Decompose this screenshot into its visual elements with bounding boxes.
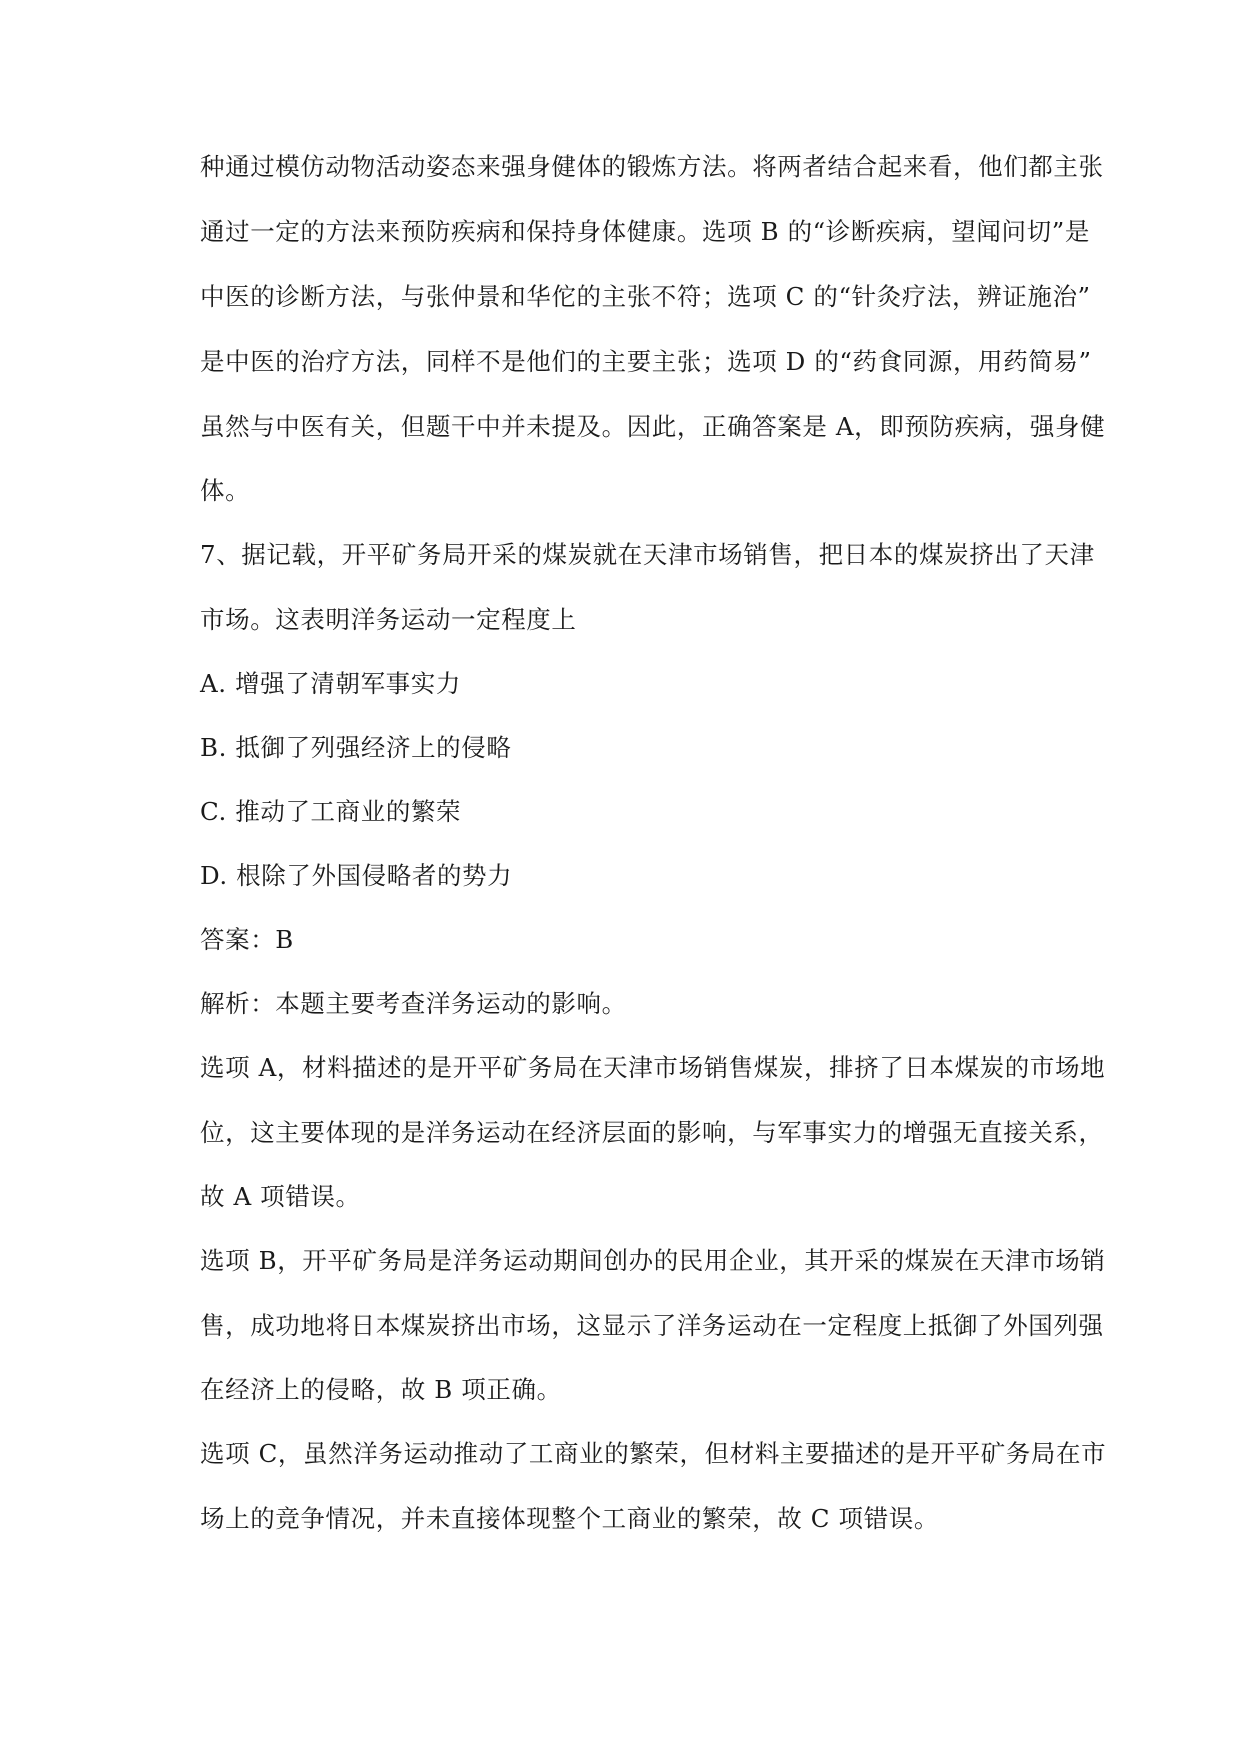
analysis-b: 售，成功地将日本煤炭挤出市场，这显示了洋务运动在一定程度上抵御了外国列强 <box>200 1311 1104 1340</box>
text-line: 中医的诊断方法，与张仲景和华佗的主张不符；选项 C 的“针灸疗法，辨证施治” <box>200 282 1091 311</box>
analysis-c: 选项 C，虽然洋务运动推动了工商业的繁荣，但材料主要描述的是开平矿务局在市 <box>200 1439 1107 1468</box>
text-line: 是中医的治疗方法，同样不是他们的主要主张；选项 D 的“药食同源，用药简易” <box>200 347 1092 376</box>
text-line: 通过一定的方法来预防疾病和保持身体健康。选项 B 的“诊断疾病，望闻问切”是 <box>200 217 1090 246</box>
text-line: 种通过模仿动物活动姿态来强身健体的锻炼方法。将两者结合起来看，他们都主张 <box>200 152 1104 181</box>
text-line: 体。 <box>200 476 251 505</box>
analysis-intro: 解析：本题主要考查洋务运动的影响。 <box>200 989 627 1018</box>
analysis-c: 场上的竞争情况，并未直接体现整个工商业的繁荣，故 C 项错误。 <box>200 1504 939 1533</box>
option-c: C. 推动了工商业的繁荣 <box>200 797 462 826</box>
option-a: A. 增强了清朝军事实力 <box>200 669 461 698</box>
analysis-a: 故 A 项错误。 <box>200 1182 361 1211</box>
analysis-a: 位，这主要体现的是洋务运动在经济层面的影响，与军事实力的增强无直接关系， <box>200 1118 1104 1147</box>
analysis-b: 选项 B，开平矿务局是洋务运动期间创办的民用企业，其开采的煤炭在天津市场销 <box>200 1246 1106 1275</box>
analysis-b: 在经济上的侵略，故 B 项正确。 <box>200 1375 562 1404</box>
option-b: B. 抵御了列强经济上的侵略 <box>200 733 512 762</box>
text-line: 虽然与中医有关，但题干中并未提及。因此，正确答案是 A，即预防疾病，强身健 <box>200 412 1106 441</box>
answer-line: 答案：B <box>200 925 294 954</box>
analysis-a: 选项 A，材料描述的是开平矿务局在天津市场销售煤炭，排挤了日本煤炭的市场地 <box>200 1053 1106 1082</box>
option-d: D. 根除了外国侵略者的势力 <box>200 861 513 890</box>
question-7-stem: 7、据记载，开平矿务局开采的煤炭就在天津市场销售，把日本的煤炭挤出了天津 <box>200 540 1095 569</box>
question-7-stem: 市场。这表明洋务运动一定程度上 <box>200 605 577 634</box>
